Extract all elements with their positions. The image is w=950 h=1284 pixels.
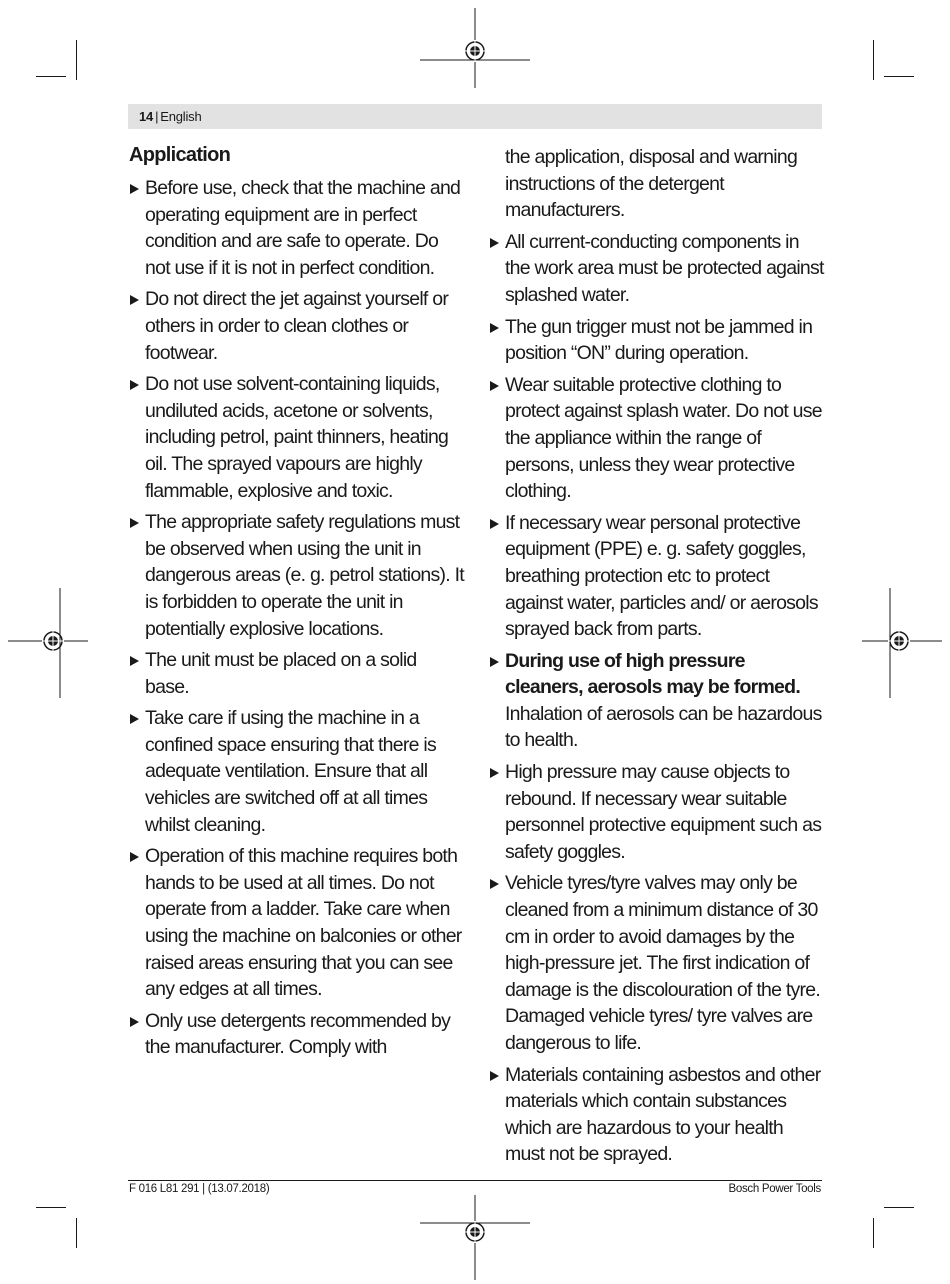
warning-bold-text: During use of high pressure cleaners, aerosols may be formed. xyxy=(505,649,800,699)
footer-brand: Bosch Power Tools xyxy=(728,1183,821,1195)
warning-text: Inhalation of aerosols can be hazardous to health. xyxy=(505,702,822,752)
page-header xyxy=(128,104,822,129)
bullet-triangle-icon xyxy=(490,381,499,391)
left-column xyxy=(129,142,465,1066)
registration-mark-right xyxy=(862,588,942,698)
header-separator: | xyxy=(155,109,159,124)
bullet-item: Wear suitable protective clothing to protect against splash water. Do not use the appliance within the range of persons, unless they wear protective clothing. xyxy=(489,372,825,505)
bullet-triangle-icon xyxy=(490,657,499,667)
bullet-item: Operation of this machine requires both hands to be used at all times. Do not operate from a ladder. Take care when using the machine on balconies or other raised areas ensuring that you can see any edges at all times. xyxy=(129,843,465,1003)
bullet-triangle-icon xyxy=(130,1017,139,1027)
section-heading: Application xyxy=(129,144,231,166)
bullet-item: Materials containing asbestos and other materials which contain substances which are hazardous to your health must not be sprayed. xyxy=(489,1062,825,1168)
bullet-triangle-icon xyxy=(490,238,499,248)
bullet-item: If necessary wear personal protective equipment (PPE) e. g. safety goggles, breathing protection etc to protect against water, particles and/ or aerosols sprayed back from parts. xyxy=(489,510,825,643)
bullet-triangle-icon xyxy=(490,519,499,529)
bullet-item-warning xyxy=(489,648,825,754)
crop-mark xyxy=(36,1207,66,1208)
registration-mark-left xyxy=(8,588,88,698)
bullet-triangle-icon xyxy=(130,380,139,390)
bullet-item: Take care if using the machine in a confined space ensuring that there is adequate ventilation. Ensure that all vehicles are switched off at all times whilst cleaning. xyxy=(129,705,465,838)
bullet-item: Before use, check that the machine and operating equipment are in perfect condition and are safe to operate. Do not use if it is not in perfect condition. xyxy=(129,175,465,281)
crop-mark xyxy=(873,40,874,80)
crop-mark xyxy=(76,40,77,80)
bullet-triangle-icon xyxy=(130,656,139,666)
bullet-triangle-icon xyxy=(490,879,499,889)
bullet-item: Vehicle tyres/tyre valves may only be cleaned from a minimum distance of 30 cm in order to avoid damages by the high-pressure jet. The first indication of damage is the discolouration of the tyre. Damaged vehicle tyres/ tyre valves are dangerous to life. xyxy=(489,870,825,1056)
bullet-item: Do not direct the jet against yourself or others in order to clean clothes or footwear. xyxy=(129,286,465,366)
bullet-item: The unit must be placed on a solid base. xyxy=(129,647,465,700)
registration-mark-bottom xyxy=(420,1195,530,1280)
bullet-triangle-icon xyxy=(130,852,139,862)
crop-mark xyxy=(884,76,914,77)
bullet-triangle-icon xyxy=(490,768,499,778)
bullet-triangle-icon xyxy=(490,323,499,333)
crop-mark xyxy=(873,1218,874,1248)
bullet-item: The appropriate safety regulations must be observed when using the unit in dangerous areas (e. g. petrol stations). It is forbidden to operate the unit in potentially explosive locations. xyxy=(129,509,465,642)
footer-rule xyxy=(128,1180,822,1181)
bullet-item: High pressure may cause objects to rebound. If necessary wear suitable personnel protective equipment such as safety goggles. xyxy=(489,759,825,865)
bullet-item: Only use detergents recommended by the manufacturer. Comply with xyxy=(129,1008,465,1061)
bullet-triangle-icon xyxy=(130,184,139,194)
footer-doc-code: F 016 L81 291 | (13.07.2018) xyxy=(129,1183,270,1195)
right-column xyxy=(489,144,825,1173)
bullet-item: All current-conducting components in the work area must be protected against splashed water. xyxy=(489,229,825,309)
crop-mark xyxy=(884,1207,914,1208)
bullet-triangle-icon xyxy=(130,295,139,305)
bullet-item: The gun trigger must not be jammed in position “ON” during operation. xyxy=(489,314,825,367)
page-number: 14 xyxy=(139,109,154,124)
bullet-item: Do not use solvent-containing liquids, undiluted acids, acetone or solvents, including petrol, paint thinners, heating oil. The sprayed vapours are highly flammable, explosive and toxic. xyxy=(129,371,465,504)
registration-mark-top xyxy=(420,8,530,88)
header-language: English xyxy=(160,109,202,124)
bullet-triangle-icon xyxy=(490,1071,499,1081)
crop-mark xyxy=(36,76,66,77)
crop-mark xyxy=(76,1218,77,1248)
bullet-triangle-icon xyxy=(130,714,139,724)
continued-text: the application, disposal and warning instructions of the detergent manufacturers. xyxy=(505,146,798,222)
bullet-triangle-icon xyxy=(130,518,139,528)
